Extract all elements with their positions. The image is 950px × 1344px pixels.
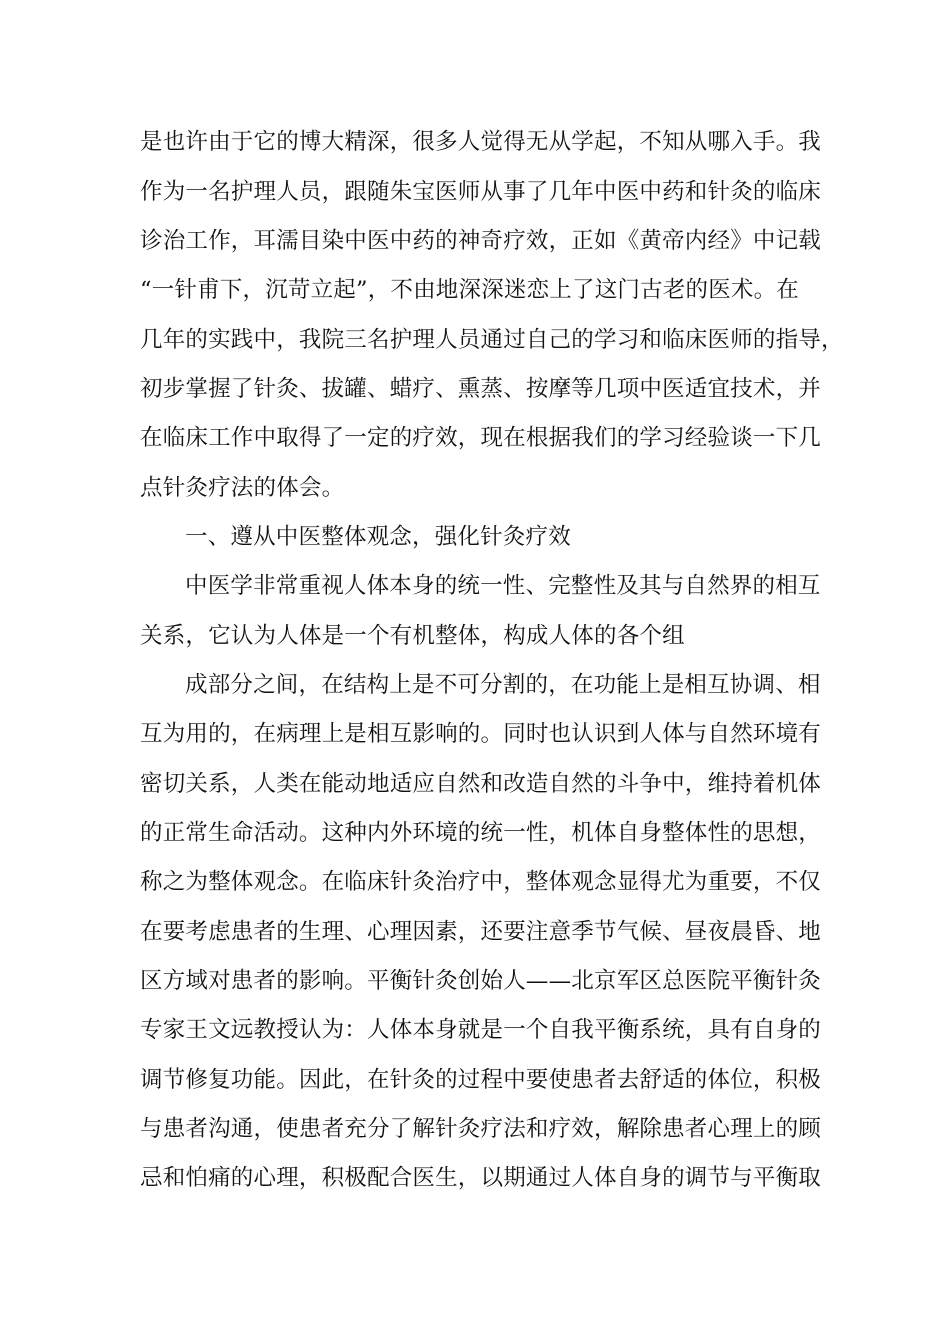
- section-heading: 一、遵从中医整体观念，强化针灸疗效: [185, 524, 571, 550]
- text-line: 作为一名护理人员，跟随朱宝医师从事了几年中医中药和针灸的临床: [140, 179, 822, 205]
- text-line: 与患者沟通，使患者充分了解针灸疗法和疗效，解除患者心理上的顾: [140, 1116, 822, 1142]
- text-line: 称之为整体观念。在临床针灸治疗中，整体观念显得尤为重要，不仅: [140, 869, 822, 895]
- text-line: 的正常生命活动。这种内外环境的统一性，机体自身整体性的思想，: [140, 820, 822, 846]
- text-line: 专家王文远教授认为：人体本身就是一个自我平衡系统，具有自身的: [140, 1017, 822, 1043]
- text-line: 诊治工作，耳濡目染中医中药的神奇疗效，正如《黄帝内经》中记载: [140, 228, 822, 254]
- text-line: 中医学非常重视人体本身的统一性、完整性及其与自然界的相互: [185, 573, 821, 599]
- text-line: 是也许由于它的博大精深，很多人觉得无从学起，不知从哪入手。我: [140, 129, 822, 155]
- text-line: 区方域对患者的影响。平衡针灸创始人——北京军区总医院平衡针灸: [140, 968, 822, 994]
- text-line: 初步掌握了针灸、拔罐、蜡疗、熏蒸、按摩等几项中医适宜技术，并: [140, 376, 822, 402]
- text-line: 密切关系，人类在能动地适应自然和改造自然的斗争中，维持着机体: [140, 771, 822, 797]
- text-line: “一针甫下，沉苛立起”，不由地深深迷恋上了这门古老的医术。在: [140, 277, 800, 303]
- text-line: 在临床工作中取得了一定的疗效，现在根据我们的学习经验谈一下几: [140, 425, 822, 451]
- text-line: 在要考虑患者的生理、心理因素，还要注意季节气候、昼夜晨昏、地: [140, 919, 822, 945]
- text-line: 成部分之间，在结构上是不可分割的，在功能上是相互协调、相: [185, 672, 821, 698]
- text-line: 几年的实践中，我院三名护理人员通过自己的学习和临床医师的指导，: [140, 327, 844, 353]
- text-line: 互为用的，在病理上是相互影响的。同时也认识到人体与自然环境有: [140, 721, 822, 747]
- text-line: 调节修复功能。因此，在针灸的过程中要使患者去舒适的体位，积极: [140, 1067, 822, 1093]
- text-line: 点针灸疗法的体会。: [140, 475, 345, 501]
- text-line: 关系，它认为人体是一个有机整体，构成人体的各个组: [140, 623, 685, 649]
- text-line: 忌和怕痛的心理，积极配合医生，以期通过人体自身的调节与平衡取: [140, 1165, 822, 1191]
